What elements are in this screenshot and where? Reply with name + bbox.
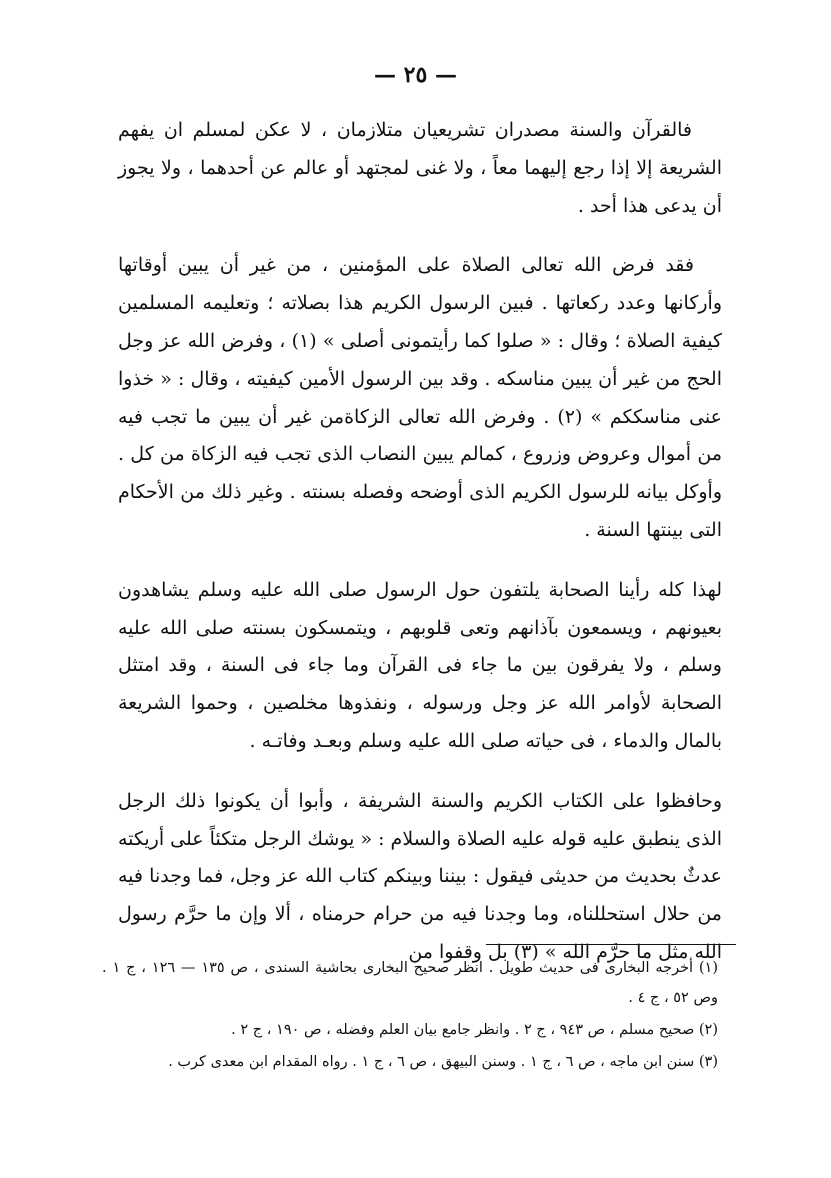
body-text [118, 112, 722, 994]
page-number: — ٢٥ — [374, 62, 457, 88]
footnotes [102, 953, 718, 1079]
footnote-1: (١) أخرجه البخارى فى حديث طويل . انظر صحيح البخارى بحاشية السندى ، ص ١٣٥ — ١٢٦ ، ج ١ . وص ٥٢ ، ج ٤ . [102, 960, 719, 1006]
footnote-3: (٣) سنن ابن ماجه ، ص ٦ ، ج ١ . وسنن البيهق ، ص ٦ ، ج ١ . رواه المقدام ابن معدى كرب . [168, 1054, 718, 1070]
paragraph-2: فقد فرض الله تعالى الصلاة على المؤمنين ، من غير أن يبين أوقاتها وأركانها وعدد ركعاتها . فبين الرسول الكريم هذا بصلاته ؛ وتعليمه المسلمين كيفية الصلاة ؛ وقال : « صلوا كما رأيتمونى أصلى » (١) ، وفرض الله عز وجل الحج من غير أن يبين مناسكه . وقد بين الرسول الأمين كيفيته ، وقال : « خذوا عنى مناسككم » (٢) . وفرض الله تعالى الزكاةمن غير أن يبين ما تجب فيه من أموال وعروض وزروع ، كمالم يبين النصاب الذى تجب فيه الزكاة من كل . وأوكل بيانه للرسول الكريم الذى أوضحه وفصله بسنته . وغير ذلك من الأحكام التى بينتها السنة . [118, 254, 722, 541]
paragraph-4: وحافظوا على الكتاب الكريم والسنة الشريفة ، وأبوا أن يكونوا ذلك الرجل الذى ينطبق عليه قوله عليه الصلاة والسلام : « يوشك الرجل متكئاً على أريكته عدثٌ بحديث من حديثى فيقول : بيننا وبينكم كتاب الله عز وجل، فما وجدنا فيه من حلال استحللناه، وما وجدنا فيه من حرام حرمناه ، ألا وإن ما حرَّم رسول الله مثل ما حرَّم الله » (٣) بل وقفوا من [117, 789, 722, 963]
footnote-2: (٢) صحيح مسلم ، ص ٩٤٣ ، ج ٢ . وانظر جامع بيان العلم وفضله ، ص ١٩٠ ، ج ٢ . [231, 1022, 718, 1038]
footnote-divider [486, 944, 736, 945]
paragraph-3: لهذا كله رأينا الصحابة يلتفون حول الرسول صلى الله عليه وسلم يشاهدون بعيونهم ، ويسمعون بآذانهم وتعى قلوبهم ، ويتمسكون بسنته صلى الله عليه وسلم ، ولا يفرقون بين ما جاء فى القرآن وما جاء فى السنة ، وقد امتثل الصحابة لأوامر الله عز وجل ورسوله ، ونفذوها مخلصين ، وحموا الشريعة بالمال والدماء ، فى حياته صلى الله عليه وسلم وبعـد وفاتـه . [118, 578, 722, 752]
paragraph-1: فالقرآن والسنة مصدران تشريعيان متلازمان ، لا عكن لمسلم ان يفهم الشريعة إلا إذا رجع إليهما معاً ، ولا غنى لمجتهد أو عالم عن أحدهما ، ولا يجوز أن يدعى هذا أحد . [118, 119, 722, 217]
